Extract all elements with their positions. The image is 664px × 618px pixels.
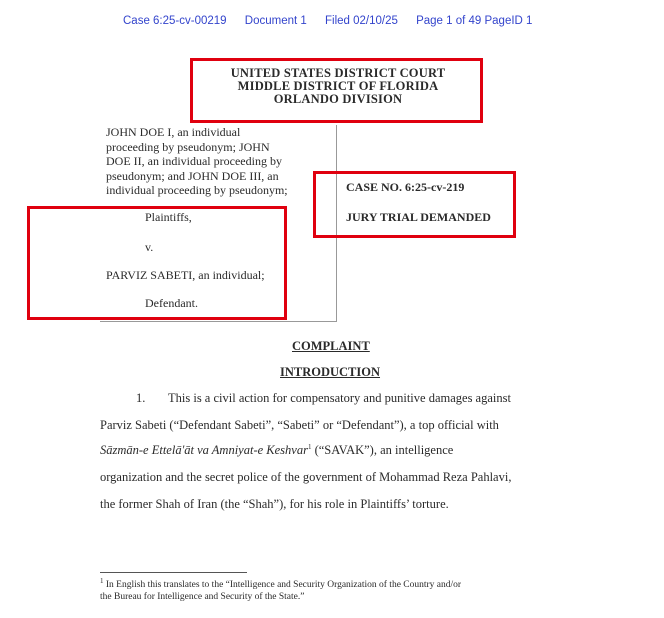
savak-name-italic: Sāzmān-e Ettelā'āt va Amniyat-e Keshvar xyxy=(100,443,308,458)
court-line-1: UNITED STATES DISTRICT COURT xyxy=(230,66,446,80)
jury-trial-demanded: JURY TRIAL DEMANDED xyxy=(346,210,491,224)
paragraph-line xyxy=(100,443,453,458)
paragraph-line: the former Shah of Iran (the “Shah”), for his role in Plaintiffs’ torture. xyxy=(100,497,449,511)
plaintiffs-label: Plaintiffs, xyxy=(145,210,192,224)
footnote-separator xyxy=(100,572,247,573)
court-line-2: MIDDLE DISTRICT OF FLORIDA xyxy=(237,79,439,93)
footnote-line xyxy=(100,576,580,592)
case-number: CASE NO. 6:25-cv-219 xyxy=(346,180,465,194)
paragraph-number: 1. xyxy=(136,391,146,405)
court-name xyxy=(193,67,483,106)
caption-line: JOHN DOE I, an individual xyxy=(106,125,241,139)
plaintiffs-caption xyxy=(106,125,326,198)
caption-line: individual proceeding by pseudonym; xyxy=(106,183,288,197)
paragraph-line: This is a civil action for compensatory and punitive damages against xyxy=(168,391,511,405)
versus-label: v. xyxy=(145,240,154,254)
footnote xyxy=(100,576,580,603)
heading-complaint: COMPLAINT xyxy=(292,339,370,353)
caption-line: proceeding by pseudonym; JOHN xyxy=(106,139,270,154)
paragraph-line: Parviz Sabeti (“Defendant Sabeti”, “Sabeti” or “Defendant”), a top official with xyxy=(100,418,499,432)
footnote-text: In English this translates to the “Intelligence and Security Organization of the Country and/or xyxy=(103,580,462,591)
caption-line: DOE II, an individual proceeding by xyxy=(106,154,282,168)
header-filed-date: Filed 02/10/25 xyxy=(324,15,398,27)
paragraph-line: organization and the secret police of the government of Mohammad Reza Pahlavi, xyxy=(100,470,512,484)
header-document: Document 1 xyxy=(244,15,307,27)
heading-introduction: INTRODUCTION xyxy=(280,365,381,379)
footnote-marker: 1 xyxy=(100,577,104,585)
court-line-3: ORLANDO DIVISION xyxy=(273,92,403,106)
header-case-number: Case 6:25-cv-00219 xyxy=(123,15,227,27)
ecf-header xyxy=(123,15,547,27)
footnote-reference[interactable]: 1 xyxy=(307,443,312,451)
caption-line: pseudonym; and JOHN DOE III, an xyxy=(106,168,279,183)
paragraph-line-rest: (“SAVAK”), an intelligence xyxy=(311,443,454,458)
defendant-label: Defendant. xyxy=(145,296,198,310)
caption-divider-horizontal xyxy=(100,321,337,322)
footnote-line: the Bureau for Intelligence and Security of the State.” xyxy=(100,591,305,602)
header-page-info: Page 1 of 49 PageID 1 xyxy=(416,15,533,27)
defendant-name: PARVIZ SABETI, an individual; xyxy=(106,268,265,282)
